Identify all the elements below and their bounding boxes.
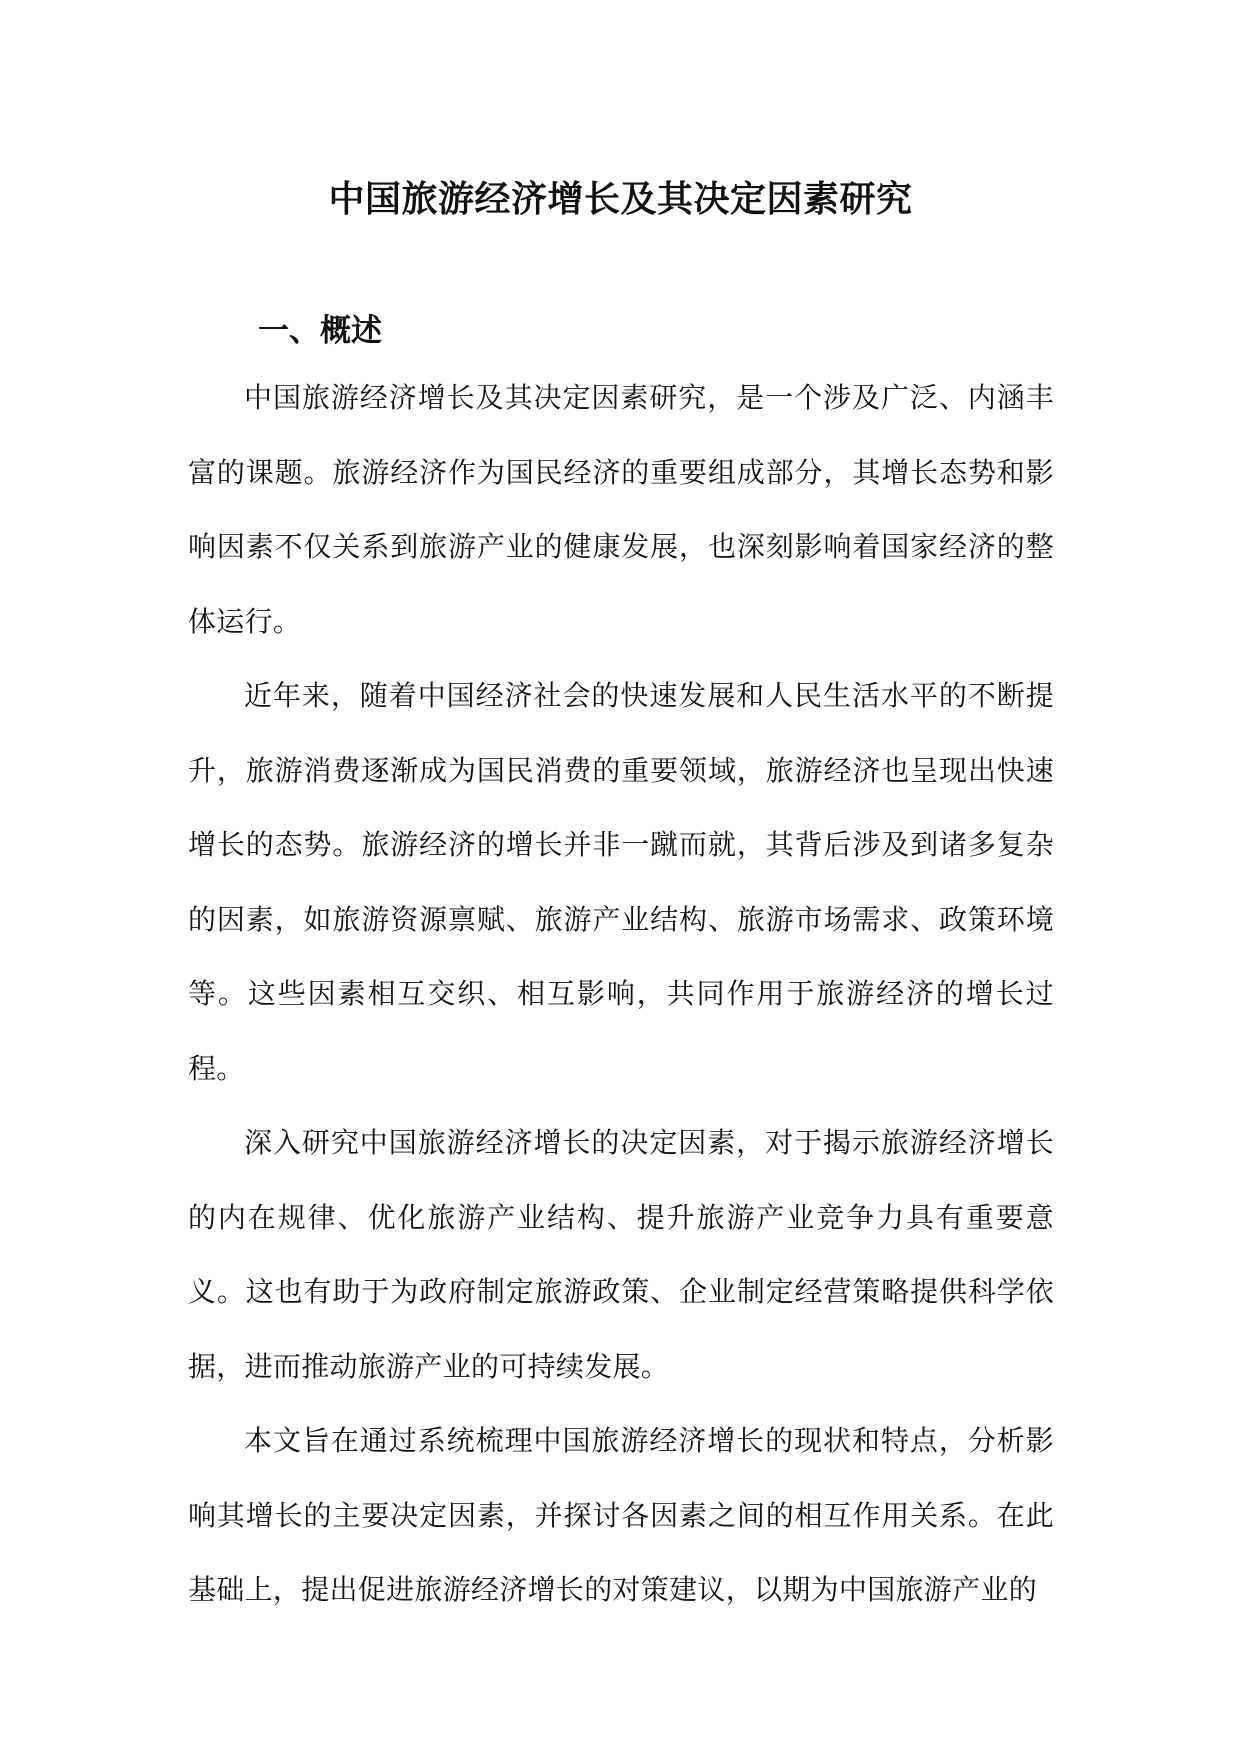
paragraph: 本文旨在通过系统梳理中国旅游经济增长的现状和特点，分析影响其增长的主要决定因素，并探讨各因素之间的相互作用关系。在此基础上，提出促进旅游经济增长的对策建议，以期为中国旅游产业的: [188, 1424, 1054, 1606]
paragraph: 近年来，随着中国经济社会的快速发展和人民生活水平的不断提升，旅游消费逐渐成为国民消费的重要领域，旅游经济也呈现出快速增长的态势。旅游经济的增长并非一蹴而就，其背后涉及到诸多复杂的因素，如旅游资源禀赋、旅游产业结构、旅游市场需求、政策环境等。这些因素相互交织、相互影响，共同作用于旅游经济的增长过程。: [188, 679, 1054, 1085]
document-title: 中国旅游经济增长及其决定因素研究: [328, 178, 913, 221]
section-heading-overview: 一、概述: [258, 312, 382, 349]
paragraph: 中国旅游经济增长及其决定因素研究，是一个涉及广泛、内涵丰富的课题。旅游经济作为国民经济的重要组成部分，其增长态势和影响因素不仅关系到旅游产业的健康发展，也深刻影响着国家经济的整体运行。: [188, 381, 1054, 638]
body-text: [188, 361, 1054, 1628]
paragraph: 深入研究中国旅游经济增长的决定因素，对于揭示旅游经济增长的内在规律、优化旅游产业结构、提升旅游产业竞争力具有重要意义。这也有助于为政府制定旅游政策、企业制定经营策略提供科学依据，进而推动旅游产业的可持续发展。: [188, 1126, 1054, 1383]
